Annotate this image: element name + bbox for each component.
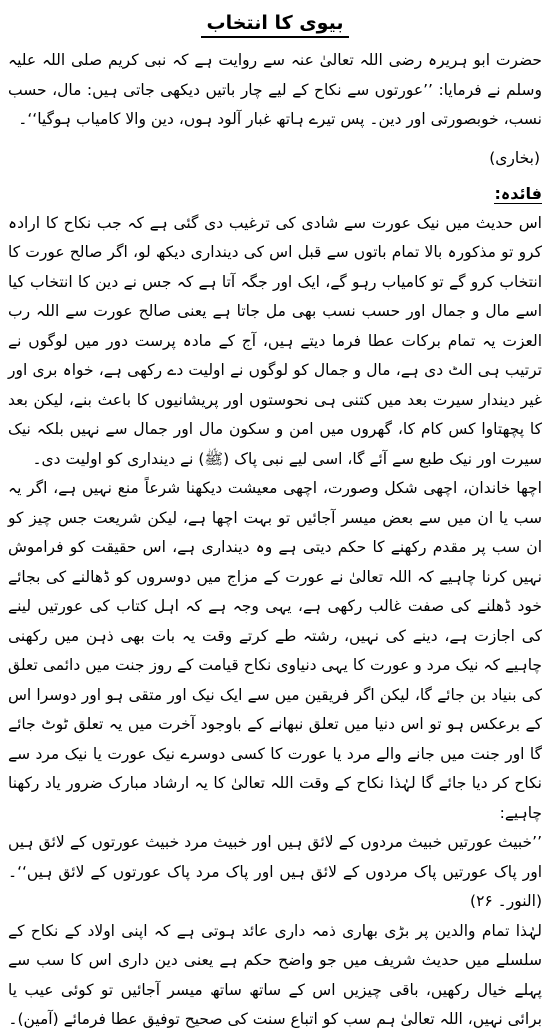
title-container [8,10,542,40]
page-title: بیوی کا انتخاب [201,10,350,38]
body-paragraph-3: لہٰذا تمام والدین پر بڑی بھاری ذمہ داری عائد ہوتی ہے کہ اپنی اولاد کے نکاح کے سلسلے میں حدیث شریف میں جو واضح حکم ہے یعنی دین داری اس کا سب سے پہلے خیال رکھیں، باقی چیزیں اس کے ساتھ ساتھ میسر آجائیں تو کوئی عیب یا برائی نہیں، اللہ تعالیٰ ہم سب کو اتباع سنت کی صحیح توفیق عطا فرمائے (آمین)۔ [8,921,542,1028]
section-heading-label: فائدہ: [494,183,542,203]
body-paragraph-1: اس حدیث میں نیک عورت سے شادی کی ترغیب دی گئی ہے کہ جب نکاح کا ارادہ کرو تو مذکورہ بالا تمام باتوں سے قبل اس کی دینداری دیکھ لو، اگر صالح عورت کا انتخاب کرو گے تو کامیاب رہو گے، ایک اور جگہ آتا ہے کہ جس نے دین کا انتخاب کیا اسے مال و جمال اور حسب نسب بھی مل جاتا ہے یعنی صالح عورت سے اللہ رب العزت یہ تمام برکات عطا فرما دیتے ہیں، آج کے مادہ پرست دور میں لوگوں نے ترتیب ہی الٹ دی ہے، مال و جمال کو لوگوں نے اولیت دے رکھی ہے، خواہ بری اور غیر دیندار سیرت بعد میں کتنی ہی نحوستوں اور پریشانیوں کا باعث بنے، لیکن بعد کا پچھتاوا کس کام کا، گھروں میں امن و سکون مال اور جمال سے نہیں بلکہ نیک سیرت اور نیک طبع سے آئے گا، اسی لیے نبی پاک (ﷺ) نے دینداری کو اولیت دی۔ [8,213,542,468]
body-paragraph-2: اچھا خاندان، اچھی شکل وصورت، اچھی معیشت دیکھنا شرعاً منع نہیں ہے، اگر یہ سب یا ان میں سے بعض میسر آجائیں تو بہت اچھا ہے، لیکن شریعت جس چیز کو ان سب پر مقدم رکھنے کا حکم دیتی ہے وہ دینداری ہے، اس حقیقت کو فراموش نہیں کرنا چاہیے کہ اللہ تعالیٰ نے عورت کے مزاج میں دوسروں کو ڈھالنے کی بجائے خود ڈھلنے کی صفت غالب رکھی ہے، یہی وجہ ہے کہ اہل کتاب کی عورتیں لینے کی اجازت ہے، دینے کی نہیں، رشتہ طے کرتے وقت یہ بات بھی ذہن میں رکھنی چاہیے کہ نیک مرد و عورت کا یہی دنیاوی نکاح قیامت کے روز جنت میں دائمی تعلق کی بنیاد بن جائے گا، لیکن اگر فریقین میں سے ایک نیک اور متقی ہو اور دوسرا اس کے برعکس ہو تو اس دنیا میں تعلق نبھانے کے باوجود آخرت میں یہ تعلق ٹوٹ جائے گا اور جنت میں جانے والے مرد یا عورت کا کسی دوسرے نیک عورت یا نیک مرد سے نکاح کر دیا جائے گا لہٰذا نکاح کے وقت اللہ تعالیٰ کا یہ ارشاد مبارک ضرور یاد رکھنا چاہیے: [8,479,542,822]
hadith-source: (بخاری) [489,148,540,167]
hadith-text: حضرت ابو ہریرہ رضی اللہ تعالیٰ عنہ سے روایت ہے کہ نبی کریم صلی اللہ علیہ وسلم نے فرمایا: ’’عورتوں سے نکاح کے لیے چار باتیں دیکھی جاتی ہیں: مال، حسب نسب، خوبصورتی اور دین۔ پس تیرے ہاتھ غبار آلود ہوں، دین والا کامیاب ہوگیا‘‘۔ [8,51,542,128]
quran-quote: ’’خبیث عورتیں خبیث مردوں کے لائق ہیں اور خبیث مرد خبیث عورتوں کے لائق ہیں اور پاک عورتیں پاک مردوں کے لائق ہیں اور پاک مرد پاک عورتوں کے لائق ہیں‘‘۔ (النور۔ ۲۶) [8,833,542,910]
section-heading [8,179,542,209]
